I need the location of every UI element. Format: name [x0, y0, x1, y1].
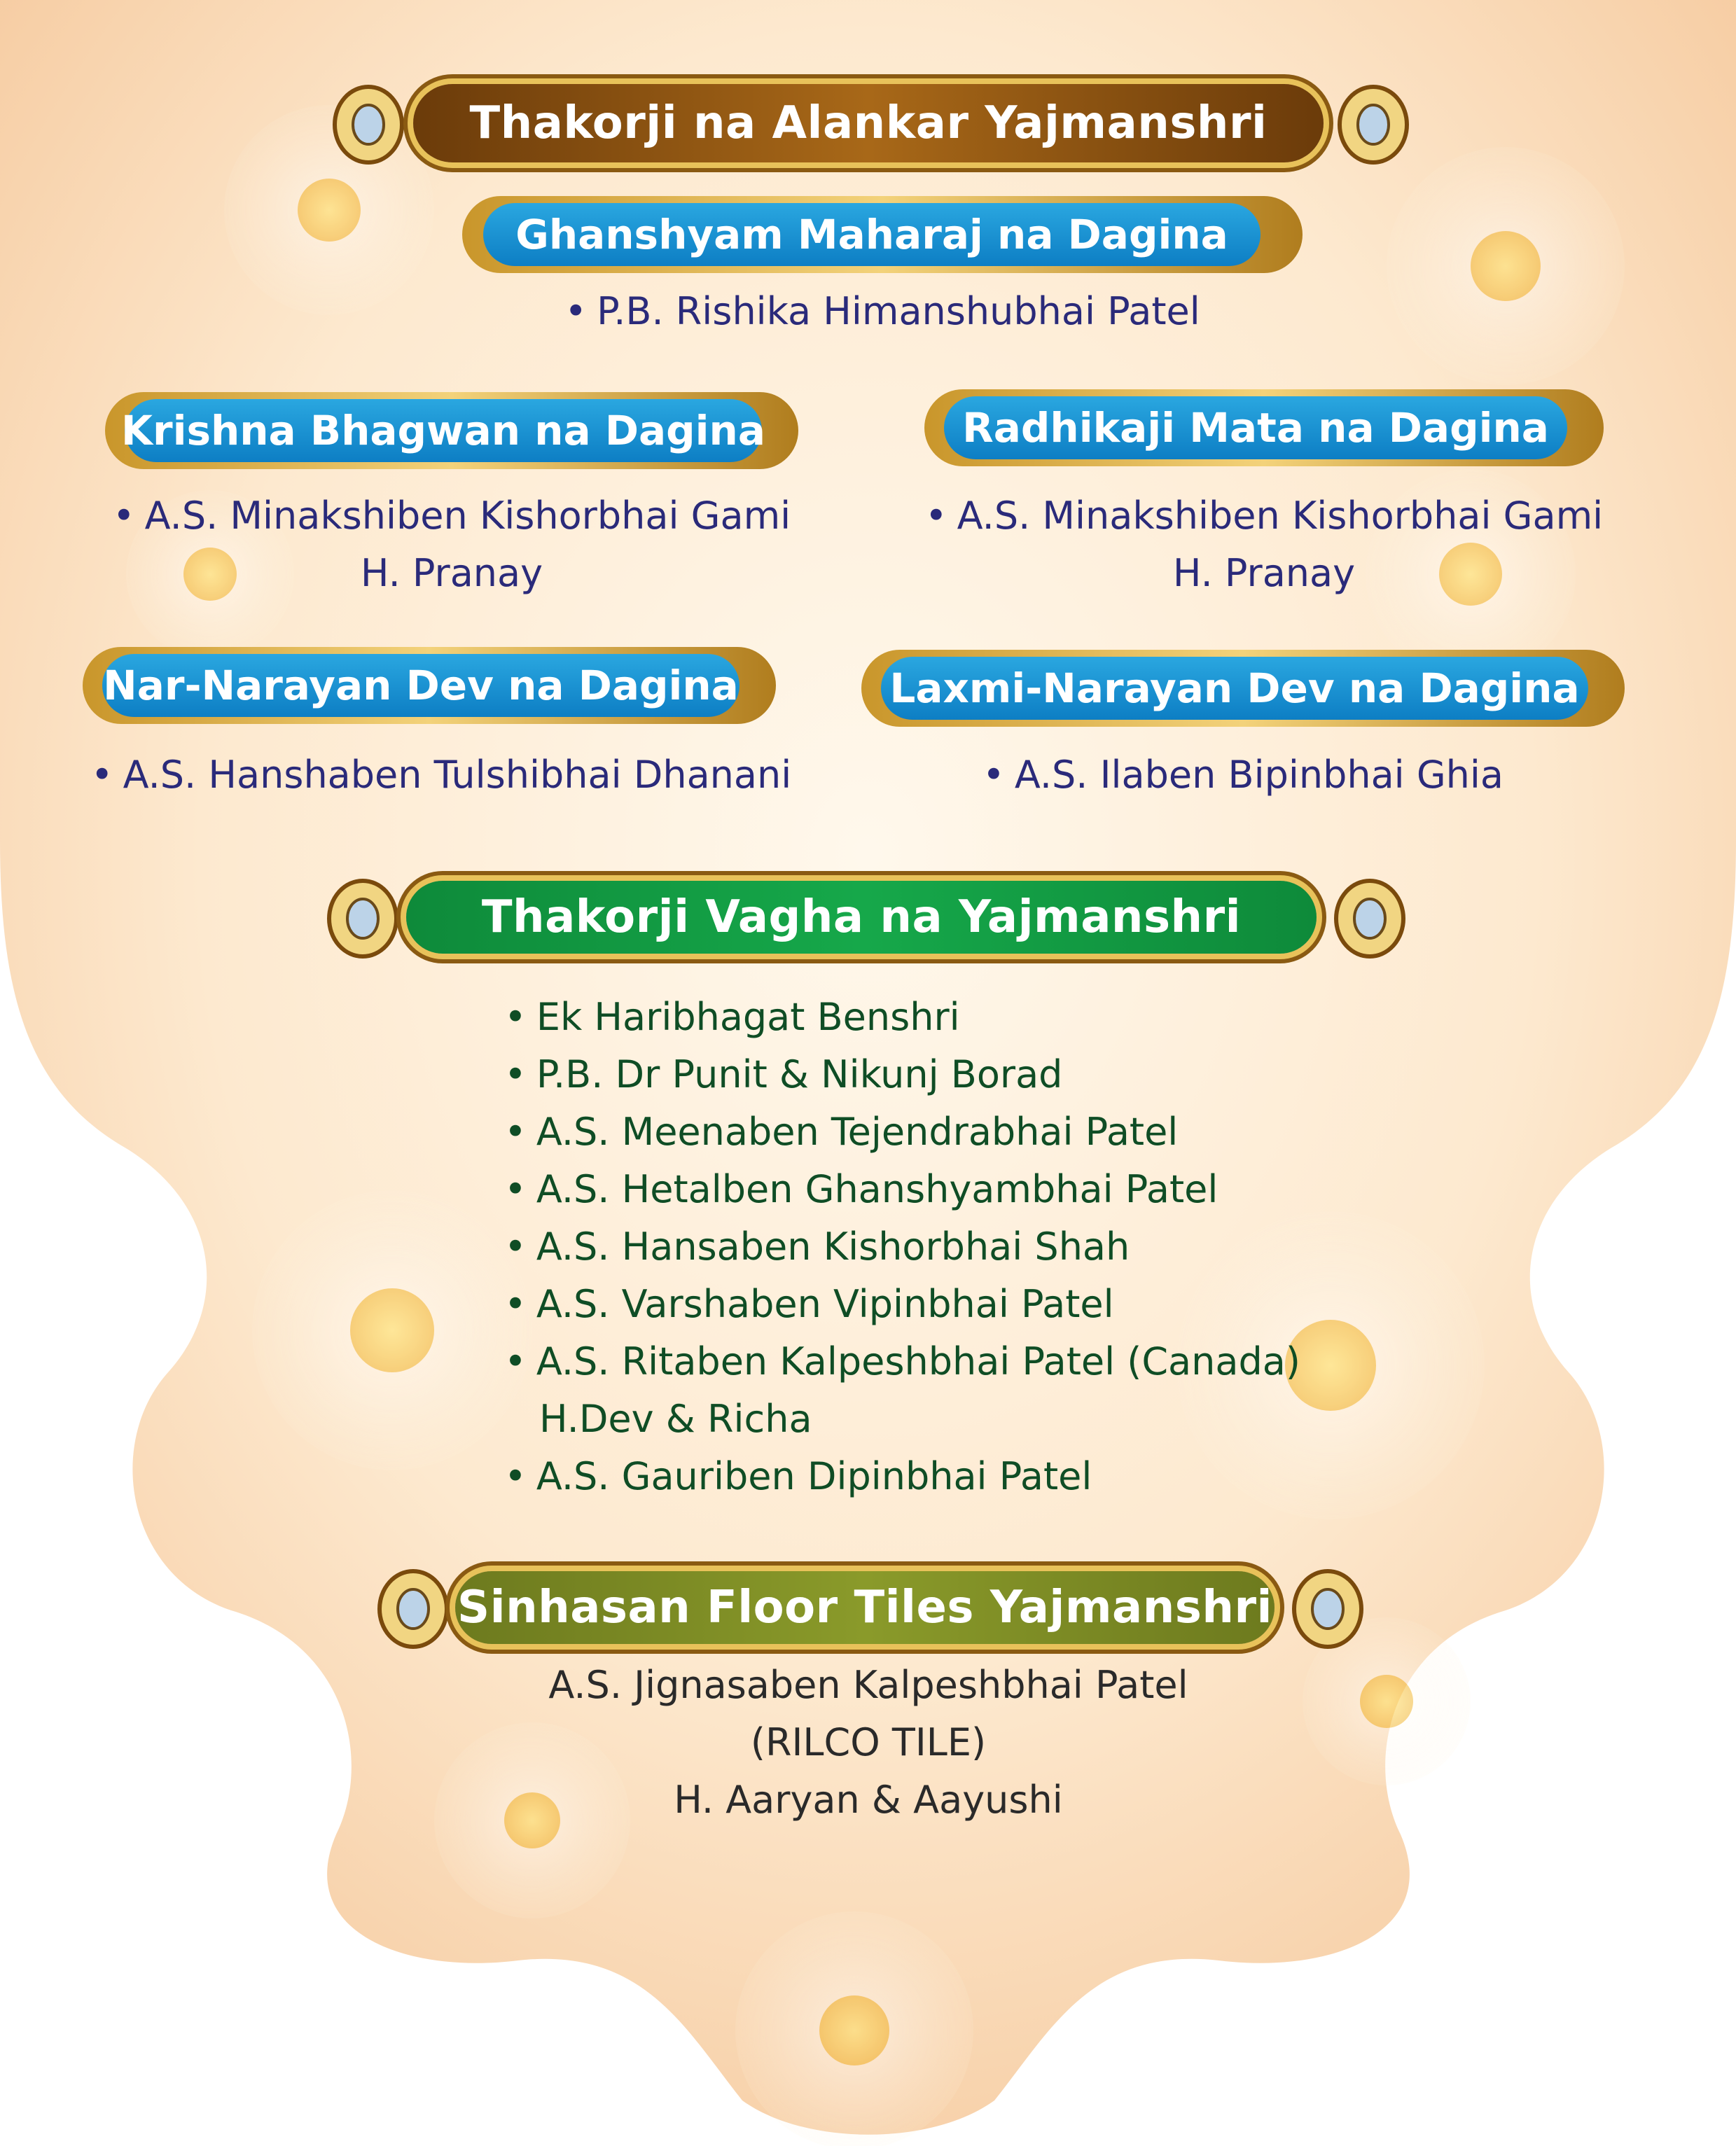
- alankar-heading-text: Thakorji na Alankar Yajmanshri: [469, 97, 1268, 149]
- radhika-name-cont: H. Pranay: [1172, 551, 1356, 595]
- ghanshyam-subheading: [462, 196, 1303, 273]
- list-item: [504, 1276, 1345, 1333]
- radhika-items: [875, 487, 1653, 602]
- vagha-name: A.S. Ritaben Kalpeshbhai Patel (Canada): [536, 1339, 1300, 1384]
- ghanshyam-name: P.B. Rishika Himanshubhai Patel: [597, 289, 1200, 333]
- narnarayan-label: Nar-Narayan Dev na Dagina: [102, 654, 739, 717]
- bullet-icon: •: [90, 753, 113, 797]
- vagha-list: [504, 989, 1345, 1505]
- bullet-icon: •: [504, 995, 527, 1039]
- krishna-subheading: [105, 392, 798, 469]
- krishna-name-cont: H. Pranay: [360, 551, 543, 595]
- alankar-heading: [413, 84, 1324, 162]
- laxminarayan-label: Laxmi-Narayan Dev na Dagina: [881, 657, 1588, 720]
- narnarayan-subheading: [83, 647, 776, 724]
- bullet-icon: •: [924, 494, 947, 538]
- bullet-icon: •: [564, 289, 588, 333]
- bullet-icon: •: [504, 1454, 527, 1498]
- laxminarayan-subheading: [861, 650, 1625, 727]
- krishna-label: Krishna Bhagwan na Dagina: [125, 399, 762, 462]
- bullet-icon: •: [504, 1225, 527, 1269]
- ornament-right-icon: [1289, 1567, 1367, 1651]
- list-item: [504, 1046, 1345, 1103]
- list-item: [504, 1103, 1345, 1161]
- list-item: [504, 1333, 1345, 1391]
- vagha-name: A.S. Gauriben Dipinbhai Patel: [536, 1454, 1092, 1498]
- vagha-name: A.S. Hansaben Kishorbhai Shah: [536, 1225, 1130, 1269]
- vagha-name: Ek Haribhagat Benshri: [536, 995, 960, 1039]
- ghanshyam-item: [448, 283, 1317, 340]
- list-item: [504, 1448, 1345, 1505]
- ghanshyam-label: Ghanshyam Maharaj na Dagina: [483, 203, 1261, 266]
- krishna-items: [70, 487, 833, 602]
- laxminarayan-item: [861, 746, 1625, 804]
- bullet-icon: •: [504, 1339, 527, 1384]
- krishna-name: A.S. Minakshiben Kishorbhai Gami: [144, 494, 791, 538]
- narnarayan-item: [56, 746, 826, 804]
- radhika-name: A.S. Minakshiben Kishorbhai Gami: [957, 494, 1604, 538]
- bullet-icon: •: [504, 1052, 527, 1096]
- ornament-left-icon: [324, 877, 402, 961]
- vagha-heading: [406, 881, 1317, 954]
- list-item-continuation: [504, 1391, 1345, 1448]
- sinhasan-name: A.S. Jignasaben Kalpeshbhai Patel: [548, 1663, 1188, 1707]
- list-item: [504, 1161, 1345, 1218]
- vagha-heading-text: Thakorji Vagha na Yajmanshri: [481, 891, 1242, 943]
- list-item: [504, 1218, 1345, 1276]
- ornament-left-icon: [374, 1567, 452, 1651]
- vagha-name: A.S. Varshaben Vipinbhai Patel: [536, 1282, 1114, 1326]
- sinhasan-company: (RILCO TILE): [750, 1720, 987, 1764]
- vagha-name: A.S. Meenaben Tejendrabhai Patel: [536, 1110, 1179, 1154]
- bullet-icon: •: [504, 1110, 527, 1154]
- sinhasan-items: [420, 1657, 1317, 1829]
- radhika-label: Radhikaji Mata na Dagina: [944, 396, 1567, 459]
- bullet-icon: •: [982, 753, 1005, 797]
- bullet-icon: •: [112, 494, 135, 538]
- bullet-icon: •: [504, 1282, 527, 1326]
- vagha-name: A.S. Hetalben Ghanshyambhai Patel: [536, 1167, 1218, 1211]
- list-item: [504, 989, 1345, 1046]
- sinhasan-heading-text: Sinhasan Floor Tiles Yajmanshri: [457, 1582, 1272, 1633]
- vagha-name-cont: H.Dev & Richa: [539, 1397, 812, 1441]
- sinhasan-heading: [455, 1571, 1275, 1644]
- ornament-right-icon: [1334, 83, 1412, 167]
- ornament-left-icon: [329, 83, 408, 167]
- ornament-right-icon: [1331, 877, 1409, 961]
- bullet-icon: •: [504, 1167, 527, 1211]
- sinhasan-family: H. Aaryan & Aayushi: [674, 1778, 1063, 1822]
- laxminarayan-name: A.S. Ilaben Bipinbhai Ghia: [1014, 753, 1504, 797]
- narnarayan-name: A.S. Hanshaben Tulshibhai Dhanani: [123, 753, 792, 797]
- radhika-subheading: [924, 389, 1604, 466]
- vagha-name: P.B. Dr Punit & Nikunj Borad: [536, 1052, 1063, 1096]
